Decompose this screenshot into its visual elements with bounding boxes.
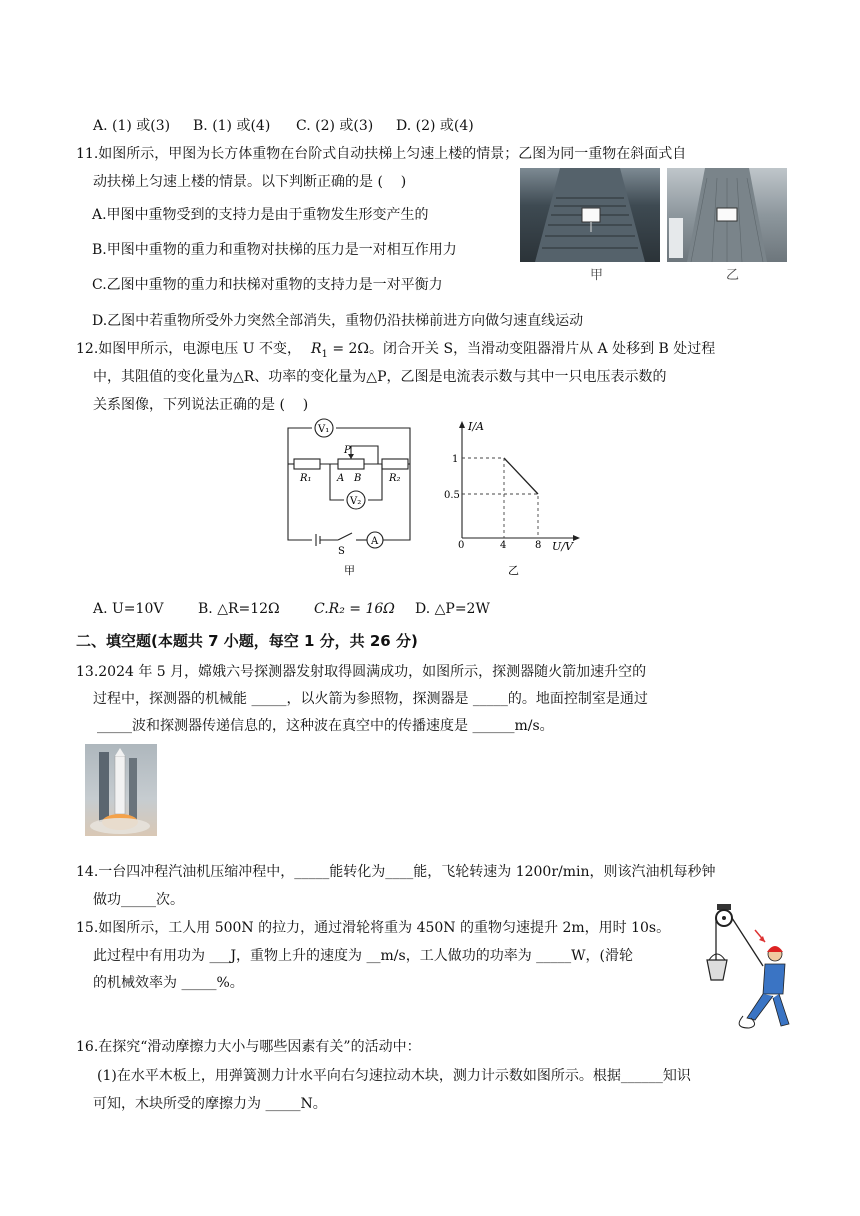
graph-tick-0: 0 — [458, 540, 465, 551]
q12-stem-line1 — [76, 339, 715, 365]
q12-option-d: D. △P=2W — [415, 601, 490, 617]
q15-line1: 15.如图所示，工人用 500N 的拉力，通过滑轮将重为 450N 的重物匀速提升 2m，用时 10s。 — [76, 920, 671, 936]
q11-option-b: B.甲图中重物的重力和重物对扶梯的压力是一对相互作用力 — [92, 242, 457, 258]
section-heading-fill-in: 二、填空题(本题共 7 小题，每空 1 分，共 26 分) — [76, 632, 418, 650]
q11-stem-line2: 动扶梯上匀速上楼的情景。以下判断正确的是 ( ) — [93, 174, 407, 190]
q10-option-b: B. (1) 或(4) — [193, 118, 271, 134]
voltmeter-v1-label: V₁ — [318, 424, 330, 435]
iu-graph — [440, 418, 580, 578]
graph-tick-1: 1 — [452, 454, 459, 465]
q11-option-c: C.乙图中重物的重力和扶梯对重物的支持力是一对平衡力 — [92, 277, 443, 293]
q10-option-c: C. (2) 或(3) — [296, 118, 374, 134]
q13-line3: _____波和探测器传递信息的，这种波在真空中的传播速度是 ______m/s。 — [97, 718, 554, 734]
q12-stem-r1-subscript: 1 — [321, 348, 328, 360]
graph-y-label: I/A — [468, 420, 484, 433]
graph-caption: 乙 — [508, 564, 519, 577]
q10-option-a: A. (1) 或(3) — [93, 118, 171, 134]
escalator-photo-step — [520, 168, 660, 262]
q12-option-c: C.R₂ = 16Ω — [314, 601, 395, 617]
graph-tick-0-5: 0.5 — [444, 490, 460, 501]
switch-s-label: S — [338, 546, 345, 557]
q14-line2: 做功_____次。 — [93, 892, 184, 908]
q12-stem-line3: 关系图像，下列说法正确的是 ( ) — [93, 397, 309, 413]
point-b-label: B — [354, 473, 362, 484]
circuit-diagram — [282, 418, 422, 578]
figure-label-jia: 甲 — [590, 268, 604, 283]
q11-option-d: D.乙图中若重物所受外力突然全部消失，重物仍沿扶梯前进方向做匀速直线运动 — [92, 313, 584, 329]
rocket-launch-photo — [85, 744, 157, 836]
q10-option-d: D. (2) 或(4) — [396, 118, 474, 134]
escalator-photo-ramp — [667, 168, 787, 262]
figure-label-yi: 乙 — [726, 268, 740, 283]
q11-stem-line1: 11.如图所示，甲图为长方体重物在台阶式自动扶梯上匀速上楼的情景；乙图为同一重物在斜面式自 — [76, 146, 687, 162]
pulley-worker-illustration — [703, 900, 795, 1034]
circuit-caption: 甲 — [344, 564, 355, 577]
q13-line1: 13.2024 年 5 月，嫦娥六号探测器发射取得圆满成功，如图所示，探测器随火箭加速升空的 — [76, 664, 647, 680]
q14-line1: 14.一台四冲程汽油机压缩冲程中，_____能转化为____能，飞轮转速为 1200r/min，则该汽油机每秒钟 — [76, 864, 716, 880]
ammeter-label: A — [371, 536, 379, 547]
q12-stem-part1: 12.如图甲所示，电源电压 U 不变， — [76, 341, 301, 357]
resistor-r2-label: R₂ — [389, 473, 401, 484]
q16-line2: (1)在水平木板上，用弹簧测力计水平向右匀速拉动木块，测力计示数如图所示。根据______知识 — [97, 1068, 691, 1084]
q15-line2: 此过程中有用功为 ___J，重物上升的速度为 __m/s，工人做功的功率为 _____W，(滑轮 — [93, 948, 633, 964]
q13-line2: 过程中，探测器的机械能 _____，以火箭为参照物，探测器是 _____的。地面控制室是通过 — [93, 691, 648, 707]
q12-stem-part2: = 2Ω。闭合开关 S，当滑动变阻器滑片从 A 处移到 B 处过程 — [327, 341, 716, 357]
graph-x-label: U/V — [552, 540, 573, 553]
q12-stem-line2: 中，其阻值的变化量为△R、功率的变化量为△P，乙图是电流表示数与其中一只电压表示数的 — [93, 369, 667, 385]
q12-stem-r1-symbol: R — [310, 341, 322, 357]
q11-option-a: A.甲图中重物受到的支持力是由于重物发生形变产生的 — [92, 207, 429, 223]
q12-option-a: A. U=10V — [93, 601, 164, 617]
resistor-r1-label: R₁ — [300, 473, 312, 484]
q16-line3: 可知，木块所受的摩擦力为 _____N。 — [93, 1096, 327, 1112]
q12-option-b: B. △R=12Ω — [198, 601, 280, 617]
voltmeter-v2-label: V₂ — [350, 496, 362, 507]
q15-line3: 的机械效率为 _____%。 — [93, 975, 244, 991]
q16-line1: 16.在探究“滑动摩擦力大小与哪些因素有关”的活动中： — [76, 1039, 421, 1055]
graph-tick-4: 4 — [500, 540, 507, 551]
point-a-label: A — [337, 473, 345, 484]
graph-tick-8: 8 — [535, 540, 542, 551]
slider-p-label: P — [344, 445, 351, 456]
